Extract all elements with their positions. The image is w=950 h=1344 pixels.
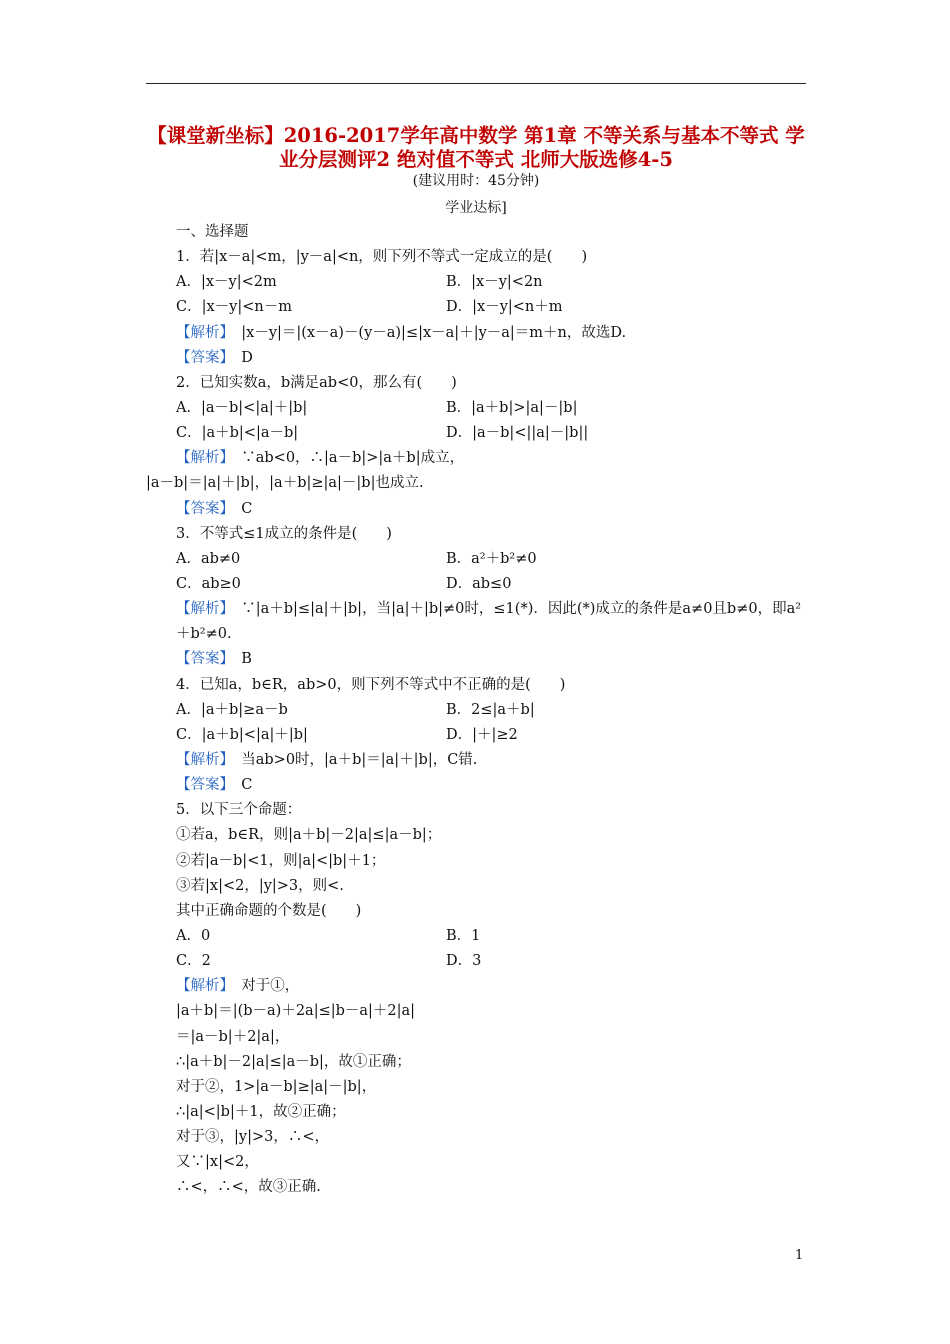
- proposition-1: ①若a，b∈R，则|a＋b|－2|a|≤|a－b|；: [176, 827, 442, 844]
- time-note: (建议用时：45分钟): [412, 173, 540, 189]
- option-a: A．ab≠0: [176, 550, 241, 567]
- question-2-options-ab: [146, 396, 806, 421]
- analysis-step: 对于③，|y|>3，∴<，: [176, 1129, 329, 1146]
- option-d: D．3: [446, 953, 482, 970]
- option-d: D．|a－b|<||a|－|b||: [446, 425, 589, 442]
- answer-text: C: [226, 777, 253, 794]
- option-b: B．1: [446, 927, 481, 944]
- answer-label: 【答案】: [176, 777, 227, 794]
- analysis-step: ＝|a－b|＋2|a|，: [176, 1028, 290, 1045]
- question-4-stem: 4．已知a，b∈R，ab>0，则下列不等式中不正确的是( ): [176, 676, 566, 693]
- question-5-analysis: [146, 974, 806, 999]
- option-a: A．|x－y|<2m: [176, 274, 277, 291]
- question-2-options-cd: [146, 421, 806, 446]
- answer-label: 【答案】: [176, 349, 227, 366]
- question-2-answer: [146, 497, 806, 522]
- question-1-options-ab: [146, 270, 806, 295]
- answer-label: 【答案】: [176, 651, 227, 668]
- question-3-options-ab: [146, 547, 806, 572]
- page-number: 1: [795, 1248, 804, 1263]
- option-d: D．|＋|≥2: [446, 726, 518, 743]
- question-2-stem: 2．已知实数a，b满足ab<0，那么有( ): [176, 374, 457, 391]
- document-title: 【课堂新坐标】2016-2017学年高中数学 第1章 不等关系与基本不等式 学业分层测评2 绝对值不等式 北师大版选修4-5: [147, 124, 805, 171]
- document-body: [146, 220, 806, 1201]
- option-c: C．|x－y|<n－m: [176, 299, 292, 316]
- question-1-options-cd: [146, 295, 806, 320]
- answer-text: C: [226, 500, 253, 517]
- analysis-label: 【解析】: [176, 751, 227, 768]
- question-1-analysis: [146, 321, 806, 346]
- analysis-label: 【解析】: [176, 601, 227, 618]
- option-b: B．2≤|a＋b|: [446, 701, 535, 718]
- option-c: C．|a＋b|<|a－b|: [176, 425, 299, 442]
- answer-text: D: [226, 349, 253, 366]
- question-2-analysis-continued: |a－b|＝|a|＋|b|，|a＋b|≥|a|－|b|也成立.: [146, 475, 424, 492]
- answer-label: 【答案】: [176, 500, 227, 517]
- question-2-analysis: [146, 446, 806, 471]
- question-3-answer: [146, 647, 806, 672]
- question-3-stem: 3．不等式≤1成立的条件是( ): [176, 525, 392, 542]
- question-1-answer: [146, 346, 806, 371]
- analysis-label: 【解析】: [176, 978, 227, 995]
- question-1-stem: 1．若|x－a|<m，|y－a|<n，则下列不等式一定成立的是( ): [176, 249, 588, 266]
- analysis-step: |a＋b|＝|(b－a)＋2a|≤|b－a|＋2|a|: [176, 1003, 416, 1020]
- proposition-2: ②若|a－b|<1，则|a|<|b|＋1；: [176, 852, 386, 869]
- question-5-options-ab: [146, 924, 806, 949]
- analysis-label: 【解析】: [176, 450, 227, 467]
- analysis-step: ∴|a＋b|－2|a|≤|a－b|，故①正确；: [176, 1053, 411, 1070]
- question-4-options-cd: [146, 723, 806, 748]
- proposition-3: ③若|x|<2，|y|>3，则<.: [176, 877, 344, 894]
- option-d: D．ab≤0: [446, 575, 512, 592]
- analysis-step: 又∵|x|<2，: [176, 1154, 259, 1171]
- analysis-label: 【解析】: [176, 324, 227, 341]
- analysis-step: 对于②，1>|a－b|≥|a|－|b|，: [176, 1078, 377, 1095]
- analysis-step: ∴|a|<|b|＋1，故②正确；: [176, 1103, 346, 1120]
- question-5-stem: 5．以下三个命题：: [176, 802, 302, 819]
- option-a: A．0: [176, 927, 211, 944]
- option-b: B．|a＋b|>|a|－|b|: [446, 399, 578, 416]
- option-c: C．2: [176, 953, 211, 970]
- option-b: B．|x－y|<2n: [446, 274, 543, 291]
- question-5-options-cd: [146, 949, 806, 974]
- question-4-options-ab: [146, 698, 806, 723]
- analysis-text: ∵|a＋b|≤|a|＋|b|，当|a|＋|b|≠0时，≤1(*)．因此(*)成立的条件是a≠0且b≠0，即a²＋b²≠0.: [176, 601, 802, 643]
- question-3-options-cd: [146, 572, 806, 597]
- analysis-text: |x－y|＝|(x－a)－(y－a)|≤|x－a|＋|y－a|＝m＋n，故选D.: [226, 324, 627, 341]
- header-rule: [146, 83, 806, 84]
- answer-text: B: [226, 651, 252, 668]
- option-a: A．|a＋b|≥a－b: [176, 701, 288, 718]
- analysis-step: ∴<，∴<，故③正确.: [176, 1179, 321, 1196]
- section-heading: 一、选择题: [176, 224, 249, 240]
- question-4-analysis: [146, 748, 806, 773]
- analysis-text: ∵ab<0，∴|a－b|>|a＋b|成立，: [226, 450, 465, 467]
- question-5-ask: 其中正确命题的个数是( ): [176, 902, 362, 919]
- option-c: C．ab≥0: [176, 575, 241, 592]
- analysis-text: 对于①，: [226, 978, 300, 995]
- analysis-text: 当ab>0时，|a＋b|＝|a|＋|b|，C错.: [226, 751, 478, 768]
- section-label: 学业达标]: [445, 200, 507, 216]
- option-b: B．a²＋b²≠0: [446, 550, 537, 567]
- question-3-analysis: [146, 597, 806, 647]
- option-d: D．|x－y|<n＋m: [446, 299, 563, 316]
- option-a: A．|a－b|<|a|＋|b|: [176, 399, 308, 416]
- option-c: C．|a＋b|<|a|＋|b|: [176, 726, 308, 743]
- question-4-answer: [146, 773, 806, 798]
